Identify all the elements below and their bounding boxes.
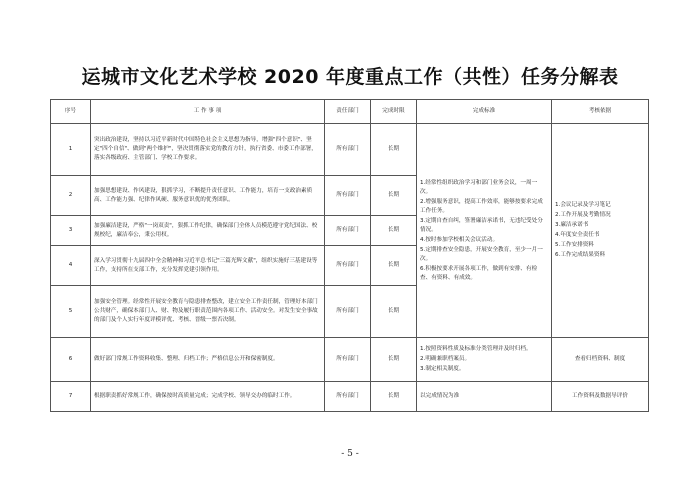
row-num: 5	[51, 286, 91, 338]
table-header-row	[51, 100, 649, 124]
row-task: 加强廉洁建设，严格"一岗双责"，狠抓工作纪律，确保部门全体人员模范遵守党纪国法、校规校纪，廉洁奉公，秉公用权。	[91, 216, 325, 246]
standard-item: 1.经常性组织政治学习和部门业务会议，一周一次。	[420, 179, 538, 195]
row-dept: 所有部门	[325, 216, 371, 246]
header-time: 完成时限	[371, 100, 417, 124]
basis-item: 4.年度安全责任书	[555, 232, 600, 238]
table-row	[51, 124, 649, 176]
row-dept: 所有部门	[325, 124, 371, 176]
header-basis: 考核依据	[552, 100, 649, 124]
row-time: 长期	[371, 286, 417, 338]
row-time: 长期	[371, 338, 417, 382]
header-task: 工 作 事 项	[91, 100, 325, 124]
row-num: 7	[51, 382, 91, 412]
row-basis: 工作资料及数据导评价	[552, 382, 649, 412]
header-dept: 责任部门	[325, 100, 371, 124]
merged-standard-cell	[417, 124, 552, 338]
row-num: 6	[51, 338, 91, 382]
page-number: - 5 -	[341, 449, 359, 459]
standard-item: 3.制定相关制度。	[420, 366, 465, 372]
row-task: 根据职责抓好常规工作，确保按时高质量完成；完成学校、领导交办的临时工作。	[91, 382, 325, 412]
basis-item: 1.会议记录及学习笔记	[555, 202, 611, 208]
standard-item: 1.按照资料性质及标准分类管理并及时归档。	[420, 346, 532, 352]
row-task: 突出政治建设，坚持以习近平新时代中国特色社会主义思想为指导，增强"四个意识"、坚定"四个自信"、做到"两个维护"，坚决贯彻落实党的教育方针，执行省委、市委工作部署，落实各级政府、主管部门、学校工作要求。	[91, 124, 325, 176]
standard-item: 5.定期排查安全隐患，开展安全教育，至少一月一次。	[420, 246, 543, 262]
header-num: 序号	[51, 100, 91, 124]
standard-item: 2.增强服务意识，提高工作效率，能够按要求完成工作任务。	[420, 198, 543, 214]
row-standard: 以完成情况为准	[417, 382, 552, 412]
row-time: 长期	[371, 124, 417, 176]
row-dept: 所有部门	[325, 246, 371, 286]
basis-item: 6.工作完成结果资料	[555, 252, 606, 258]
task-table	[50, 99, 649, 412]
row-time: 长期	[371, 246, 417, 286]
row-dept: 所有部门	[325, 382, 371, 412]
row-time: 长期	[371, 382, 417, 412]
standard-item: 2.明确兼职档案员。	[420, 356, 471, 362]
row-task: 加强思想建设、作风建设，狠抓学习，不断提升责任意识、工作能力，培育一支政治素质高、工作能力强、纪律作风硬、服务意识优的优秀团队。	[91, 176, 325, 216]
row-task: 加强安全管理。经常性开展安全教育与隐患排查整改，建立安全工作责任制，管理好本部门公共财产，确保本部门人、财、物及履行职责范围内各项工作、活动安全。对发生安全事故的部门及个人实行年度评模评优、考核、晋级一票否决制。	[91, 286, 325, 338]
row-dept: 所有部门	[325, 338, 371, 382]
row-num: 1	[51, 124, 91, 176]
table-row	[51, 338, 649, 382]
row-dept: 所有部门	[325, 176, 371, 216]
row-task: 做好部门常规工作资料收集、整理、归档工作；严格信息公开和保密制度。	[91, 338, 325, 382]
standard-item: 6.积极按要求开展各项工作，做到有安排、有检查、有资料、有成效。	[420, 265, 538, 281]
standard-item: 3.定期自查自纠，签署廉洁承诺书，无违纪受处分情况。	[420, 217, 543, 233]
row-time: 长期	[371, 176, 417, 216]
basis-item: 3.廉洁承诺书	[555, 222, 589, 228]
row-task: 深入学习贯彻十九届四中全会精神和习近平总书记"三篇光辉文献"，组织实施好三基建设等工作，支持所在支部工作，充分发挥党建引领作用。	[91, 246, 325, 286]
basis-item: 5.工作安排资料	[555, 242, 594, 248]
table-row	[51, 382, 649, 412]
row-basis: 查看归档资料、制度	[552, 338, 649, 382]
row-standard	[417, 338, 552, 382]
row-num: 2	[51, 176, 91, 216]
row-time: 长期	[371, 216, 417, 246]
page-title: 运城市文化艺术学校 2020 年度重点工作（共性）任务分解表	[81, 66, 619, 88]
standard-item: 4.按时参加学校相关会议活动。	[420, 236, 499, 243]
basis-item: 2.工作开展及考勤情况	[555, 212, 611, 218]
header-standard: 完成标准	[417, 100, 552, 124]
row-num: 4	[51, 246, 91, 286]
row-dept: 所有部门	[325, 286, 371, 338]
merged-basis-cell	[552, 124, 649, 338]
row-num: 3	[51, 216, 91, 246]
